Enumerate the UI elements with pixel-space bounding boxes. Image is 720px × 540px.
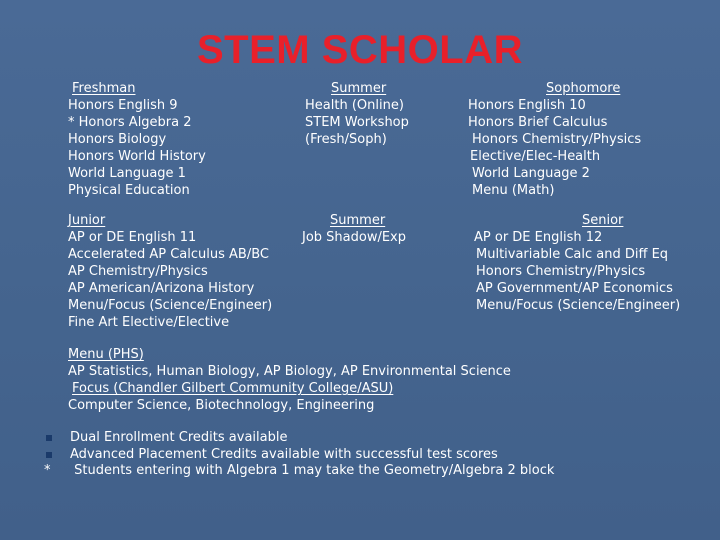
focus-items: Computer Science, Biotechnology, Engineering [68, 398, 375, 413]
summer-column [302, 212, 472, 246]
menu-items: AP Statistics, Human Biology, AP Biology, AP Environmental Science [68, 364, 511, 379]
note-text: Students entering with Algebra 1 may take the Geometry/Algebra 2 block [70, 463, 555, 478]
sophomore-header: Sophomore [546, 81, 621, 96]
menu-header: Menu (PHS) [68, 347, 144, 362]
course-item: Menu (Math) [472, 183, 555, 198]
course-item: Honors Chemistry/Physics [476, 264, 646, 279]
note-item [44, 430, 554, 447]
asterisk-marker: * [44, 463, 51, 478]
course-item: Honors Chemistry/Physics [472, 132, 642, 147]
course-item: AP or DE English 11 [68, 230, 197, 245]
summer-header: Summer [330, 213, 386, 228]
note-item [44, 447, 554, 464]
course-item: Job Shadow/Exp [302, 230, 407, 245]
course-item: Menu/Focus (Science/Engineer) [68, 298, 273, 313]
course-item: AP Chemistry/Physics [68, 264, 208, 279]
sophomore-column [468, 80, 668, 199]
junior-header: Junior [68, 213, 106, 228]
course-item: World Language 1 [68, 166, 186, 181]
note-item [44, 463, 554, 480]
square-bullet-icon [44, 435, 70, 441]
notes-list [44, 430, 554, 480]
course-item: AP Government/AP Economics [476, 281, 673, 296]
course-item: Elective/Elec-Health [470, 149, 601, 164]
course-item: World Language 2 [472, 166, 590, 181]
junior-column [68, 212, 303, 331]
course-item: AP or DE English 12 [474, 230, 603, 245]
note-text: Advanced Placement Credits available with successful test scores [70, 446, 498, 462]
course-item: Accelerated AP Calculus AB/BC [68, 247, 269, 262]
senior-column [474, 212, 684, 314]
summer-column [305, 80, 465, 148]
course-item: Menu/Focus (Science/Engineer) [476, 298, 681, 313]
square-bullet-icon [44, 452, 70, 458]
course-item: Honors World History [68, 149, 206, 164]
course-item: Honors Brief Calculus [468, 115, 608, 130]
menu-section [68, 346, 668, 414]
course-item: AP American/Arizona History [68, 281, 255, 296]
course-item: Physical Education [68, 183, 190, 198]
course-item: Multivariable Calc and Diff Eq [476, 247, 669, 262]
course-item: Honors Biology [68, 132, 167, 147]
course-item: Fine Art Elective/Elective [68, 315, 230, 330]
freshman-header: Freshman [72, 81, 136, 96]
course-item: STEM Workshop [305, 115, 409, 130]
course-item: Health (Online) [305, 98, 404, 113]
focus-header: Focus (Chandler Gilbert Community College/ASU) [72, 381, 394, 396]
course-item: Honors English 10 [468, 98, 586, 113]
course-item: * Honors Algebra 2 [68, 115, 192, 130]
course-item: Honors English 9 [68, 98, 178, 113]
summer-header: Summer [331, 81, 387, 96]
freshman-column [68, 80, 288, 199]
senior-header: Senior [582, 213, 624, 228]
note-text: Dual Enrollment Credits available [70, 430, 288, 445]
course-item: (Fresh/Soph) [305, 132, 387, 147]
slide-title: STEM SCHOLAR [197, 28, 523, 72]
